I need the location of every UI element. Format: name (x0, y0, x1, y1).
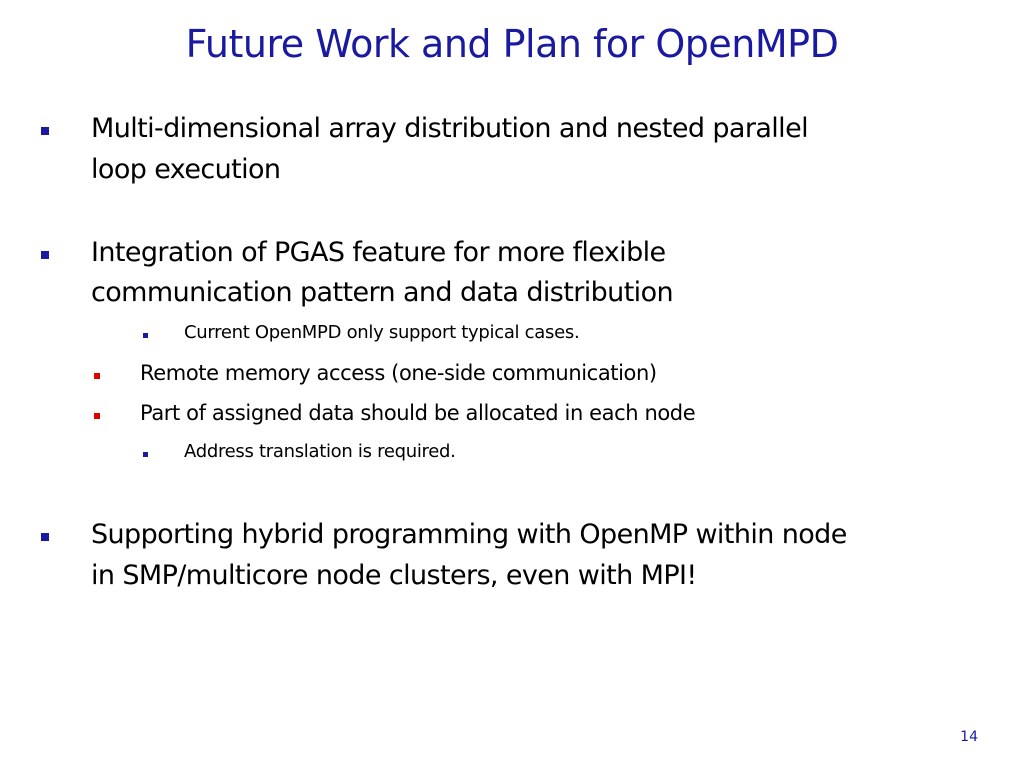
square-bullet-icon (94, 413, 100, 419)
bullet-text-line: in SMP/multicore node clusters, even with MPI! (91, 560, 697, 591)
bullet-text-line: loop execution (91, 154, 281, 185)
sub-bullet-text: Address translation is required. (184, 441, 456, 462)
sub-bullet-text: Part of assigned data should be allocated in each node (140, 401, 696, 425)
bullet-text-line: Supporting hybrid programming with OpenMP within node (91, 519, 847, 550)
sub-bullet-text: Remote memory access (one-side communication) (140, 361, 657, 385)
slide-title: Future Work and Plan for OpenMPD (185, 22, 839, 66)
page-number: 14 (960, 729, 978, 745)
square-bullet-icon (41, 251, 49, 259)
square-bullet-icon (41, 127, 49, 135)
square-bullet-icon (41, 533, 49, 541)
sub-bullet-text: Current OpenMPD only support typical cases. (184, 322, 580, 343)
square-bullet-icon (94, 373, 100, 379)
bullet-text-line: Multi-dimensional array distribution and nested parallel (91, 113, 808, 144)
bullet-text-line: Integration of PGAS feature for more flexible (91, 237, 666, 268)
square-bullet-icon (143, 452, 148, 457)
square-bullet-icon (143, 333, 148, 338)
bullet-text-line: communication pattern and data distribution (91, 277, 674, 308)
